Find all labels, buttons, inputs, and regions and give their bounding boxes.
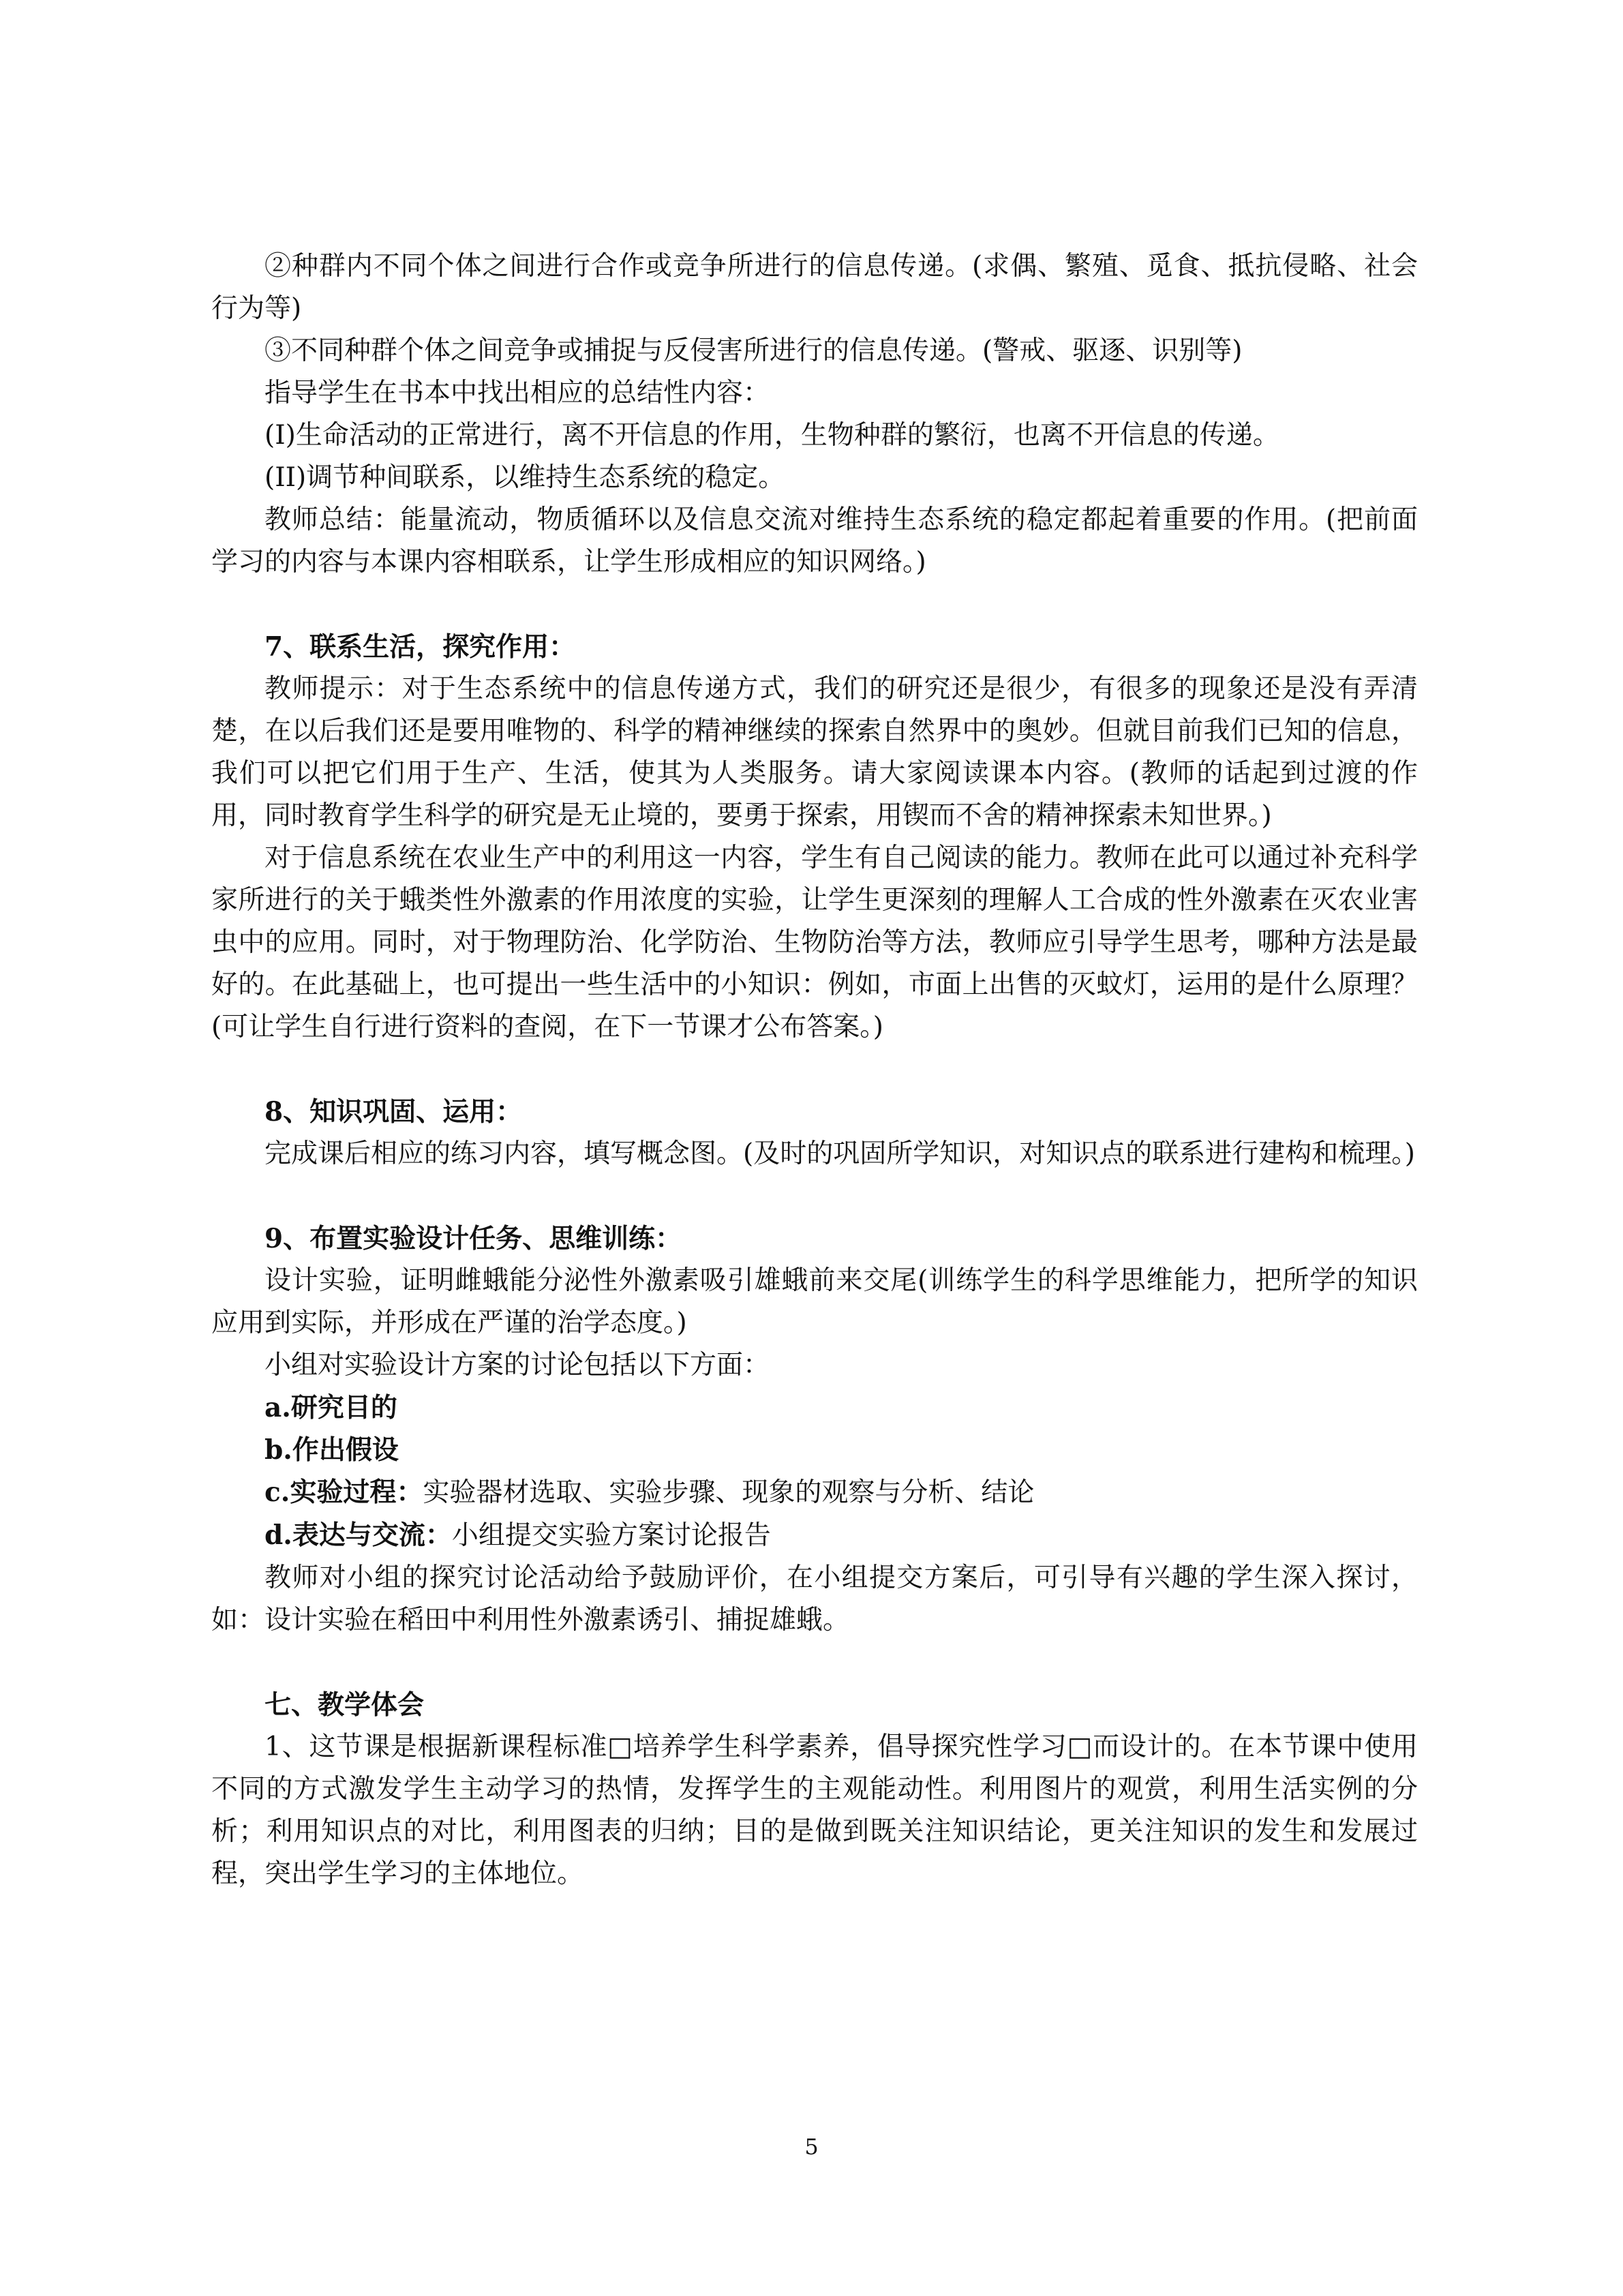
page-number: 5: [804, 2134, 819, 2160]
section-gap: [211, 584, 1418, 626]
paragraph: (I)生命活动的正常进行，离不开信息的作用，生物种群的繁衍，也离不开信息的传递。: [264, 420, 1279, 451]
section-heading-9: 9、布置实验设计任务、思维训练：: [264, 1223, 682, 1254]
paragraph: (II)调节种间联系，以维持生态系统的稳定。: [264, 462, 785, 493]
list-item-d-text: 小组提交实验方案讨论报告: [451, 1520, 771, 1551]
section-gap: [211, 1048, 1418, 1091]
paragraph: 指导学生在书本中找出相应的总结性内容：: [264, 378, 770, 408]
paragraph: ③不同种群个体之间竞争或捕捉与反侵害所进行的信息传递。(警戒、驱逐、识别等): [264, 335, 1243, 366]
section-gap: [211, 1642, 1418, 1684]
paragraph: 小组对实验设计方案的讨论包括以下方面：: [264, 1350, 770, 1380]
paragraph: 教师对小组的探究讨论活动给予鼓励评价，在小组提交方案后，可引导有兴趣的学生深入探讨，如：设计实验在稻田中利用性外激素诱引、捕捉雄蛾。: [211, 1562, 1418, 1635]
section-heading-7: 7、联系生活，探究作用：: [264, 631, 576, 663]
list-item-c-text: 实验器材选取、实验步骤、现象的观察与分析、结论: [423, 1477, 1035, 1508]
page-content: [211, 245, 1418, 1895]
list-item-c: [211, 1471, 1418, 1514]
section-gap: [211, 1175, 1418, 1218]
section-heading-teaching-reflection: 七、教学体会: [264, 1689, 425, 1721]
list-item-b: b.作出假设: [264, 1434, 399, 1466]
list-item-d-label: d.表达与交流：: [264, 1520, 452, 1551]
paragraph: 教师总结：能量流动，物质循环以及信息交流对维持生态系统的稳定都起着重要的作用。(把前面学习的内容与本课内容相联系，让学生形成相应的知识网络。): [211, 504, 1418, 577]
section-heading-8: 8、知识巩固、运用：: [264, 1096, 523, 1128]
list-item-c-label: c.实验过程：: [264, 1477, 423, 1508]
paragraph: 完成课后相应的练习内容，填写概念图。(及时的巩固所学知识，对知识点的联系进行建构和梳理。): [264, 1138, 1415, 1169]
paragraph: 教师提示：对于生态系统中的信息传递方式，我们的研究还是很少，有很多的现象还是没有弄清楚，在以后我们还是要用唯物的、科学的精神继续的探索自然界中的奥妙。但就目前我们已知的信息，我们可以把它们用于生产、生活，使其为人类服务。请大家阅读课本内容。(教师的话起到过渡的作用，同时教育学生科学的研究是无止境的，要勇于探索，用锲而不舍的精神探索未知世界。): [211, 674, 1418, 831]
list-item-d: [211, 1514, 1418, 1557]
paragraph: ②种群内不同个体之间进行合作或竞争所进行的信息传递。(求偶、繁殖、觅食、抵抗侵略、社会行为等): [211, 251, 1418, 324]
list-item-a: a.研究目的: [264, 1392, 397, 1423]
paragraph: 对于信息系统在农业生产中的利用这一内容，学生有自己阅读的能力。教师在此可以通过补充科学家所进行的关于蛾类性外激素的作用浓度的实验，让学生更深刻的理解人工合成的性外激素在灭农业害虫中的应用。同时，对于物理防治、化学防治、生物防治等方法，教师应引导学生思考，哪种方法是最好的。在此基础上，也可提出一些生活中的小知识：例如，市面上出售的灭蚊灯，运用的是什么原理？(可让学生自行进行资料的查阅，在下一节课才公布答案。): [211, 843, 1418, 1042]
paragraph: 1、这节课是根据新课程标准□培养学生科学素养，倡导探究性学习□而设计的。在本节课中使用不同的方式激发学生主动学习的热情，发挥学生的主观能动性。利用图片的观赏，利用生活实例的分析；利用知识点的对比，利用图表的归纳；目的是做到既关注知识结论，更关注知识的发生和发展过程，突出学生学习的主体地位。: [211, 1732, 1418, 1889]
paragraph: 设计实验，证明雌蛾能分泌性外激素吸引雄蛾前来交尾(训练学生的科学思维能力，把所学的知识应用到实际，并形成在严谨的治学态度。): [211, 1265, 1418, 1338]
